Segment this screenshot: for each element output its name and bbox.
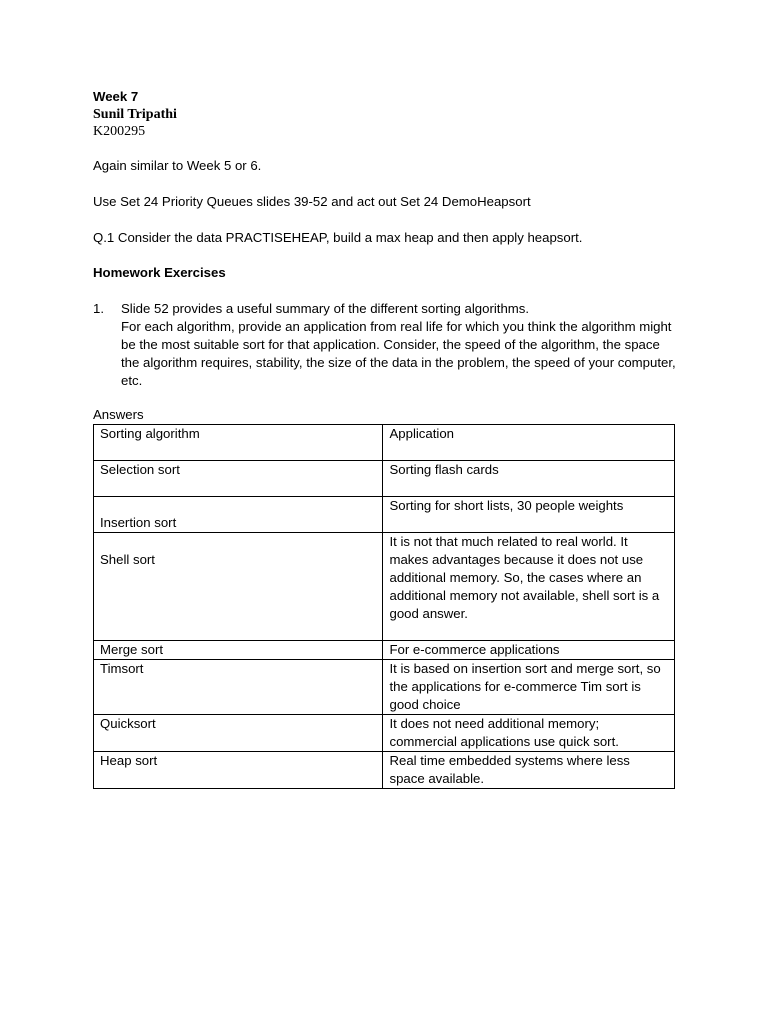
list-number: 1. — [93, 301, 104, 316]
intro-line-1: Again similar to Week 5 or 6. — [93, 158, 262, 173]
algorithm-cell: Heap sort — [94, 752, 383, 789]
application-cell: It is based on insertion sort and merge sort, so the applications for e-commerce Tim sort is good choice — [383, 660, 675, 715]
author-name: Sunil Tripathi — [93, 107, 177, 122]
answers-table — [93, 424, 675, 789]
question-1: Q.1 Consider the data PRACTISEHEAP, build a max heap and then apply heapsort. — [93, 230, 583, 245]
student-id: K200295 — [93, 124, 146, 139]
algorithm-cell: Selection sort — [94, 461, 383, 497]
table-row — [94, 715, 675, 752]
header-cell-application: Application — [383, 425, 675, 461]
application-cell: For e-commerce applications — [383, 641, 675, 660]
intro-line-2: Use Set 24 Priority Queues slides 39-52 and act out Set 24 DemoHeapsort — [93, 194, 531, 209]
week-heading: Week 7 — [93, 89, 139, 104]
header-cell-algorithm: Sorting algorithm — [94, 425, 383, 461]
algorithm-cell: Quicksort — [94, 715, 383, 752]
table-row — [94, 497, 675, 533]
list-item-text-1: Slide 52 provides a useful summary of the different sorting algorithms. — [121, 301, 530, 316]
table-row — [94, 660, 675, 715]
application-cell: Sorting for short lists, 30 people weights — [383, 497, 675, 533]
application-cell: It is not that much related to real world. It makes advantages because it does not use additional memory. So, the cases where an additional memory not available, shell sort is a good answer. — [383, 533, 675, 641]
list-item-text-2: For each algorithm, provide an application from real life for which you think the algorithm might be the most suitable sort for that application. Consider, the speed of the algorithm, the space the algorithm requires, stability, the size of the data in the problem, the speed of your computer, etc. — [121, 319, 676, 388]
algorithm-cell: Shell sort — [94, 533, 383, 641]
answers-label: Answers — [93, 407, 144, 422]
application-cell: It does not need additional memory; commercial applications use quick sort. — [383, 715, 675, 752]
application-cell: Real time embedded systems where less space available. — [383, 752, 675, 789]
table-row — [94, 533, 675, 641]
homework-title: Homework Exercises — [93, 265, 226, 280]
list-item-body — [121, 300, 681, 390]
algorithm-cell: Timsort — [94, 660, 383, 715]
application-cell: Sorting flash cards — [383, 461, 675, 497]
table-row — [94, 641, 675, 660]
table-row — [94, 461, 675, 497]
algorithm-cell: Merge sort — [94, 641, 383, 660]
table-header-row — [94, 425, 675, 461]
algorithm-cell: Insertion sort — [94, 497, 383, 533]
table-row — [94, 752, 675, 789]
